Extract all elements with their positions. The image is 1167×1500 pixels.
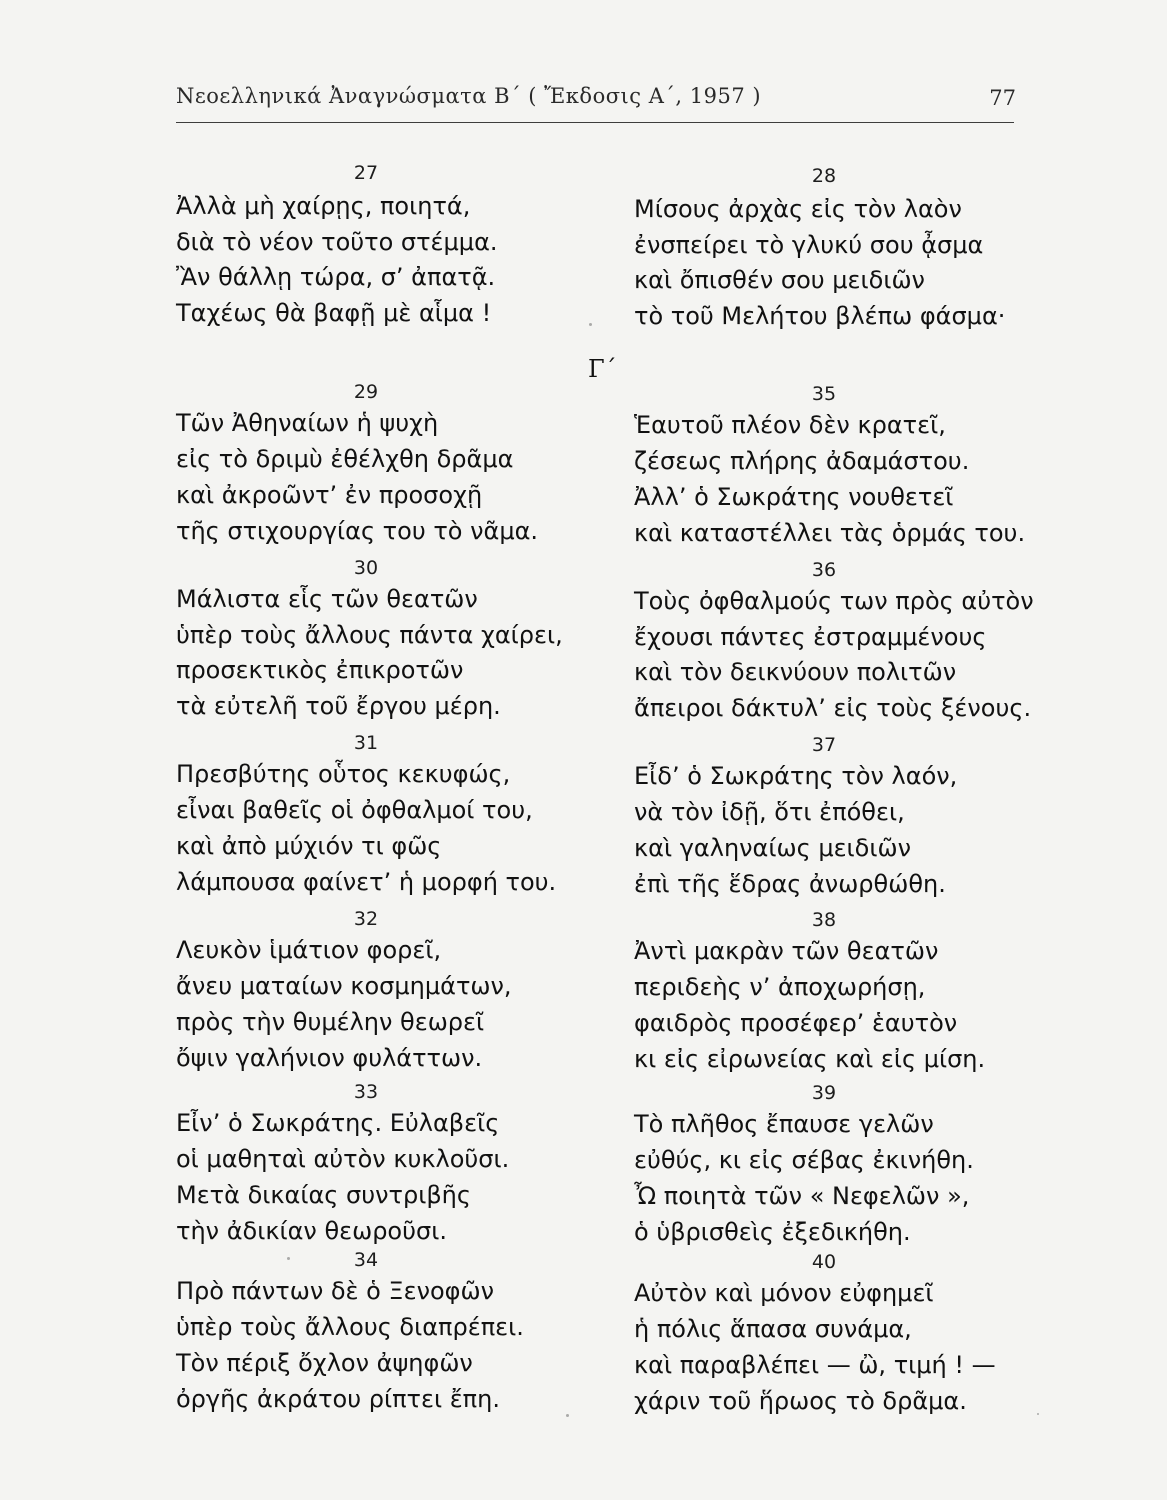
section-marker: Γ΄ xyxy=(588,355,617,383)
verse-line: ζέσεως πλήρης ἀδαμάστου. xyxy=(634,447,970,475)
verse-line: τῆς στιχουργίας του τὸ νᾶμα. xyxy=(176,517,539,545)
verse-line: ἡ πόλις ἅπασα συνάμα, xyxy=(634,1315,912,1343)
verse-line: Λευκὸν ἱμάτιον φορεῖ, xyxy=(176,936,442,964)
verse-line: εὐθύς, κι εἰς σέβας ἐκινήθη. xyxy=(634,1146,974,1174)
verse-line: ἄπειροι δάκτυλ’ εἰς τοὺς ξένους. xyxy=(634,693,1032,722)
stanza-number: 31 xyxy=(353,732,379,754)
verse-line: Ἂν θάλλῃ τώρα, σ’ ἀπατᾷ. xyxy=(176,263,496,291)
header-rule xyxy=(176,122,1014,123)
running-header-title: Νεοελληνικά Ἀναγνώσματα Β΄ ( Ἔκδοσις Α΄, 1957 ) xyxy=(176,84,762,108)
verse-line: Μετὰ δικαίας συντριβῆς xyxy=(176,1181,471,1209)
verse-line: χάριν τοῦ ἥρωος τὸ δρᾶμα. xyxy=(634,1387,967,1415)
stanza-number: 38 xyxy=(811,909,837,931)
verse-line: Τὸ πλῆθος ἔπαυσε γελῶν xyxy=(634,1110,934,1138)
verse-line: τὴν ἀδικίαν θεωροῦσι. xyxy=(176,1217,447,1245)
stanza-number: 36 xyxy=(811,559,837,581)
verse-line: ἐνσπείρει τὸ γλυκύ σου ᾆσμα xyxy=(634,230,984,259)
verse-line: Ἀλλὰ μὴ χαίρῃς, ποιητά, xyxy=(176,192,471,220)
verse-line: εἰς τὸ δριμὺ ἐθέλχθη δρᾶμα xyxy=(176,445,514,473)
stanza-number: 39 xyxy=(811,1082,837,1104)
stanza-number: 37 xyxy=(811,734,837,756)
verse-line: τὰ εὐτελῆ τοῦ ἔργου μέρη. xyxy=(176,691,501,720)
stanza-number: 34 xyxy=(353,1249,379,1271)
verse-line: Αὐτὸν καὶ μόνον εὐφημεῖ xyxy=(634,1279,934,1307)
verse-line: Πρὸ πάντων δὲ ὁ Ξενοφῶν xyxy=(176,1277,495,1305)
page-speck xyxy=(566,1414,569,1417)
page-speck xyxy=(287,1257,290,1260)
verse-line: περιδεὴς ν’ ἀποχωρήσῃ, xyxy=(634,973,926,1001)
verse-line: ὀργῆς ἀκράτου ρίπτει ἔπη. xyxy=(176,1385,500,1413)
verse-line: Τῶν Ἀθηναίων ἡ ψυχὴ xyxy=(176,409,439,437)
verse-line: ὁ ὑβρισθεὶς ἐξεδικήθη. xyxy=(634,1218,911,1246)
verse-line: ὄψιν γαλήνιον φυλάττων. xyxy=(176,1044,483,1072)
running-header xyxy=(176,84,1016,124)
verse-line: Ἀλλ’ ὁ Σωκράτης νουθετεῖ xyxy=(634,483,954,511)
stanza-number: 32 xyxy=(353,908,379,930)
stanza-number: 40 xyxy=(811,1251,837,1273)
verse-line: Τὸν πέριξ ὄχλον ἀψηφῶν xyxy=(176,1349,473,1377)
verse-line: νὰ τὸν ἰδῇ, ὅτι ἐπόθει, xyxy=(634,798,905,826)
stanza-number: 28 xyxy=(811,165,837,187)
page-speck xyxy=(589,323,592,326)
verse-line: καὶ ἀκροῶντ’ ἐν προσοχῇ xyxy=(176,481,483,509)
verse-line: προσεκτικὸς ἐπικροτῶν xyxy=(176,656,464,684)
verse-line: εἶναι βαθεῖς οἱ ὀφθαλμοί του, xyxy=(176,796,533,824)
verse-line: Ὦ ποιητὰ τῶν « Νεφελῶν », xyxy=(634,1182,970,1210)
verse-line: καὶ παραβλέπει — ὢ, τιμή ! — xyxy=(634,1351,996,1379)
verse-line: Ἀντὶ μακρὰν τῶν θεατῶν xyxy=(634,937,939,965)
verse-line: καὶ γαληναίως μειδιῶν xyxy=(634,834,911,862)
page-speck xyxy=(1037,1413,1039,1415)
verse-line: Εἶν’ ὁ Σωκράτης. Εὐλαβεῖς xyxy=(176,1109,500,1137)
verse-line: Πρεσβύτης οὗτος κεκυφώς, xyxy=(176,760,511,788)
verse-line: Ἑαυτοῦ πλέον δὲν κρατεῖ, xyxy=(634,411,946,439)
stanza-number: 33 xyxy=(353,1081,379,1103)
verse-line: ὑπὲρ τοὺς ἄλλους διαπρέπει. xyxy=(176,1313,524,1341)
stanza-number: 30 xyxy=(353,557,379,579)
verse-line: φαιδρὸς προσέφερ’ ἑαυτὸν xyxy=(634,1009,958,1037)
page-number: 77 xyxy=(989,86,1016,110)
verse-line: καὶ ἀπὸ μύχιόν τι φῶς xyxy=(176,832,442,860)
verse-line: καὶ τὸν δεικνύουν πολιτῶν xyxy=(634,658,957,686)
verse-line: καὶ καταστέλλει τὰς ὁρμάς του. xyxy=(634,519,1026,547)
verse-line: καὶ ὄπισθέν σου μειδιῶν xyxy=(634,266,925,294)
verse-line: ἄνευ ματαίων κοσμημάτων, xyxy=(176,972,512,1000)
verse-line: πρὸς τὴν θυμέλην θεωρεῖ xyxy=(176,1008,485,1036)
verse-line: λάμπουσα φαίνετ’ ἡ μορφή του. xyxy=(176,868,557,896)
stanza-number: 29 xyxy=(353,381,379,403)
verse-line: Τοὺς ὀφθαλμούς των πρὸς αὐτὸν xyxy=(634,587,1034,615)
stanza-number: 35 xyxy=(811,383,837,405)
verse-line: Μάλιστα εἷς τῶν θεατῶν xyxy=(176,585,478,613)
verse-line: κι εἰς εἰρωνείας καὶ εἰς μίση. xyxy=(634,1045,986,1073)
verse-line: Ταχέως θὰ βαφῇ μὲ αἷμα ! xyxy=(176,298,492,327)
verse-line: τὸ τοῦ Μελήτου βλέπω φάσμα· xyxy=(634,301,1006,330)
stanza-number: 27 xyxy=(353,162,379,184)
verse-line: Εἶδ’ ὁ Σωκράτης τὸν λαόν, xyxy=(634,762,958,790)
verse-line: ὑπὲρ τοὺς ἄλλους πάντα χαίρει, xyxy=(176,620,563,649)
verse-line: οἱ μαθηταὶ αὐτὸν κυκλοῦσι. xyxy=(176,1145,510,1173)
verse-line: Μίσους ἀρχὰς εἰς τὸν λαὸν xyxy=(634,195,962,223)
verse-line: διὰ τὸ νέον τοῦτο στέμμα. xyxy=(176,227,498,256)
verse-line: ἐπὶ τῆς ἕδρας ἀνωρθώθη. xyxy=(634,870,946,898)
verse-line: ἔχουσι πάντες ἐστραμμένους xyxy=(634,622,987,651)
